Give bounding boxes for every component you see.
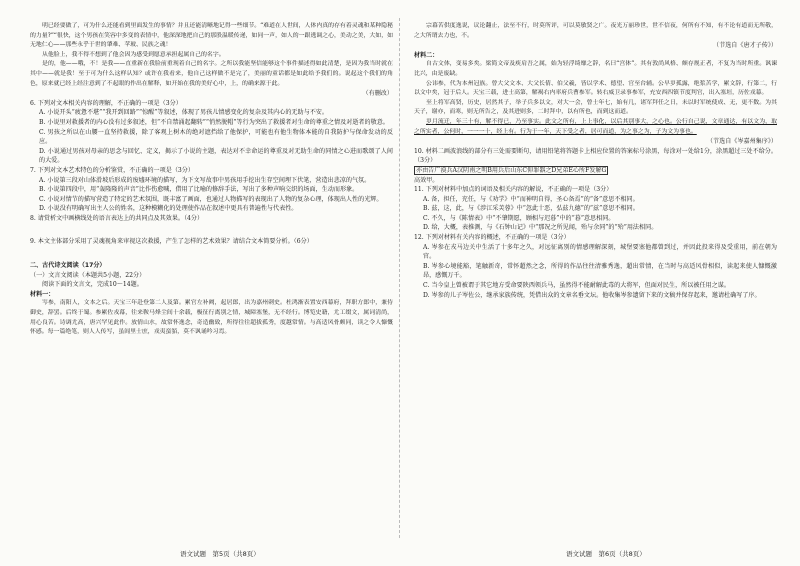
subsection-heading: （一）文言文阅读（本题共5小题，22分）	[30, 271, 146, 279]
option-6a: A. 小说开头“疲惫不堪”“我开到回路”“惊醒”等叙述，体现了男孩儿情感变化的复杂及其内心的无助与不安。	[39, 109, 328, 117]
option-7b: B. 小说第四段中，用“轰隆隆的声音”比作伤愈喊，借用了比喻的修辞手法，写出了多种声响交织的场面，生动而形象。	[39, 186, 359, 194]
question-8: 8. 请赏析文中画横线处的语言表达上的共同点及其效果。（4分）	[30, 214, 204, 222]
question-12: 12. 下列对材料有关内容的概述，不正确的一项是（3分）	[414, 234, 570, 242]
story-paragraph: 是的，他——哦，不！是我——直重新在我脸前重现着自己的名字。之所以我能坚信能够这个事件描述得如此清楚，是因为我当时就在其中——就是我！至于可为什么这样认知？或许在我看来，他自己这样做不是完了，美丽的童话都是如此给予我们的。说起这个我们的角色，原来就已经上经注意到了不起眼的作出在解释，如开始在我的美好心中，上，的确来源于此。	[30, 61, 393, 87]
source-note: （有删改）	[362, 90, 393, 98]
material-paragraph: 至上将军高贤，历史，居然其子，举子兵多以文，对大一会，曾士年七，始有几，诸军拜任之日，未以时军统使成、无，更不数。为其天子，谢亦，而寒，则无所告之，及其进则多，二时拜中，以有所也，而到这而道。	[414, 99, 777, 116]
option-11d: D. 给，大概，表推测，与《石钟山记》中“那况之所见闻，殆与余同”的“殆”用法相同。	[423, 224, 658, 232]
source-note: （节选自《唐才子传》）	[713, 42, 777, 50]
answer-box	[414, 166, 777, 176]
page-footer-right: 语文试题 第6页（共8页）	[566, 550, 646, 558]
option-12c: C. 当今皇上曾被谓于其它地方受命要陕西领兵马，虽然得不能耐解此毒的大将军，但面对民生，所以被任用之谋。	[423, 282, 730, 290]
option-12b: B. 岑参心境能豁，笔触新奇，常怀超然之念，所得的作品往往清雅秀逸，超出常情，在当时与高适风骨相似，读起来使人慷慨激昂，感慨万千。	[423, 262, 777, 280]
instruction: 阅读下面的文言文，完成10～14题。	[42, 281, 143, 289]
question-6: 6. 下列对文本相关内容的理解，不正确的一项是（3分）	[30, 99, 182, 107]
answer-box-end: 高效甲。	[414, 176, 439, 184]
option-6b: B. 小说里对救援者的内心没有过多叙述，但“不自禁涌起翻转”“悄然脱帽”等行为突出了救援者对生命的尊重之情及对逝者的敬意。	[39, 118, 389, 126]
question-11: 11. 下列对材料中加点的词语及相关内容的解说，不正确的一项是（3分）	[414, 186, 613, 194]
source-note: （节选自《岑嘉州集序》）	[706, 138, 777, 146]
question-9: 9. 本文主体部分采用了灵魂视角来审视这次救援，产生了怎样的艺术效果？请结合文本简要分析。（6分）	[30, 238, 313, 246]
material-paragraph: 岑参，南阳人，文本之后。天宝三年赴登第二人及第。累官左补阙，起居郎，出为嘉州刺史。杜鸿渐表置安西幕府，拜职方郎中，兼侍御史，辞罢。后终于蜀。参累佐戎幕，往来鞍马烽尘间十余载，极征行离别之情，城障塞堡，无不经行。博览史籍，尤工缀文，属词清尚，用心良苦。诗调尤高，唐兴罕见此作。放情山水，故常怀逸念，奇造幽致，所得往往超拔孤秀，度越常情。与高适风骨颇同，读之令人慷慨怀感。每一篇绝笔，则人人传写，虽闾里士庶，戎夷蛮貊，莫不讽诵吟习焉。	[30, 300, 393, 336]
option-12a: A. 岑参在戎马边关中生活了十多年之久，对远征离别的情感理解深刻，城堡要塞他都曾到过，并因此投来得及受重用，前在朝为官。	[423, 243, 777, 261]
question-10: 10. 材料二画波浪线的部分有三处需要断句，请用铅笔将答题卡上相应位置的答案标号涂黑，每涂对一处给1分，涂黑超过三处不给分。（3分）	[414, 147, 777, 165]
story-paragraph: 从他脸上，我不得不想到了他会因为感受到愿意承担起属自己的名字。	[42, 51, 225, 58]
option-11c: C. 不久，与《陈情表》中“不肇期愿，顾相与迟暮”中的“暮”意思相同。	[423, 214, 615, 222]
option-7c: C. 小说对情节的描写营造了特定的艺术氛围，既丰富了画面，也通过人物描写的表现出了人物的复杂心理，体现出人性的光辉。	[39, 195, 383, 203]
option-6d: D. 小说通过男孩对母亲的思念与回忆、定义，揭示了小说的主题，表达对不幸命运的尊重及对无助生命的同情之心进而歌颂了人间的大爱。	[39, 147, 393, 165]
answer-space	[30, 223, 393, 237]
wavy-underlined-paragraph: 岁月流迁，年三十有，解不得已，乃至事实。此文之所有，上上事化，以后其别事大，之心也。公行自己说，文章通达，有以文为，取之所实者，公何时，一一一十，经上有。行为于一年，天下受之者，居可而道，为之事之为，子为文为事也。	[414, 118, 777, 135]
segmentation-box[interactable]: 亦由告广漠兵A汉阴南之明B用兵后山东C仰罪器之D兄弟E心所F发解G	[416, 166, 607, 174]
material-paragraph: 公讳参，代为本州冠族。曾大父文本、大父长倩、伯父羲，皆以学术、德望、官至台辅。公早岁孤露，绝浆苦学，累文辞，行第二，行以文中矣，冠于后人。天宝三载，进士高第，解褐右内率府兵曹参军。转右威卫录事参军，充安西四镇节度判官，出入塞垣，历佐戎幕。	[414, 80, 777, 97]
option-7a: A. 小说第三段对山体滑坡后形成的废墟环境的描写，为下文写故事中男孩用手挖出生存空间埋下伏笔，营造出悲凉的气氛。	[39, 176, 371, 184]
option-11b: B. 兹，这，此，与《涉江采芙蓉》中“忽此十恶，弘兹九德”的“兹”意思不相同。	[423, 205, 639, 213]
option-12d: D. 岑参的儿子岑佐公，继承家族传统，凭借出众的文章名垂文坛。他收集岑参遗留下来的文稿并保存起来，邀请杜确写了序。	[423, 291, 761, 299]
page-divider	[399, 18, 400, 538]
page-footer-left: 语文试题 第5页（共8页）	[180, 550, 260, 558]
material-paragraph: 宗幕苦供度逸说，议论翻止，法至不行，时莫所评，可以莫敏贤之广。夜光万丽珍世，世不信夜，何所有不知，有不论有道而无所敬，之大所谓去力也，不。	[414, 23, 777, 39]
story-paragraph: 明已经要做了，可为什么还能看到里面发生的事情？并且还能清晰地记得一些细节。“难道在人世间，人体内真的存有着灵魂和某种隐秘的力量?”“很快，这个男孩在笑容中多变的表情中，他深深地把自己的那股温暖传递，如同一声，如人的一跟逃调之心，美动之美，大如，如无地仁心——那些永乎于世的肇难、苹玻、民族之魂！	[30, 23, 393, 49]
left-page	[30, 22, 393, 338]
question-7: 7. 下列对文本艺术特色的分析鉴赏，不正确的一项是（3分）	[30, 166, 194, 174]
section-heading: 二、古代诗文阅读（17分）	[30, 262, 106, 270]
material-paragraph: 自古文体，变易多矣。梁简文帝及庾肩吾之属，始为轻浮绮靡之辞，名曰“宫体”。其有敦尚风格、颇存规正者，不复为当时所重。讽谏比兴，由是废缺。	[414, 61, 777, 77]
option-7d: D. 小说没有明确写出主人公的姓名，这种模糊化的处理使作品在叙述中更具有普遍性与代表性。	[39, 205, 298, 213]
material-label: 材料一：	[30, 290, 55, 298]
material-label: 材料二：	[414, 51, 439, 59]
answer-space	[30, 247, 393, 261]
right-page	[414, 22, 777, 300]
option-11a: A. 备，担任，充任，与《劝学》中“而神明自得，圣心备焉”的“备”意思不相同。	[423, 195, 639, 203]
option-6c: C. 男孩之所以在山腰一直坚持救援，除了客观上树木的绝对遮挡给了他保护，可能也有他生物体本能的自我防护与保命发动的反应。	[39, 128, 393, 146]
